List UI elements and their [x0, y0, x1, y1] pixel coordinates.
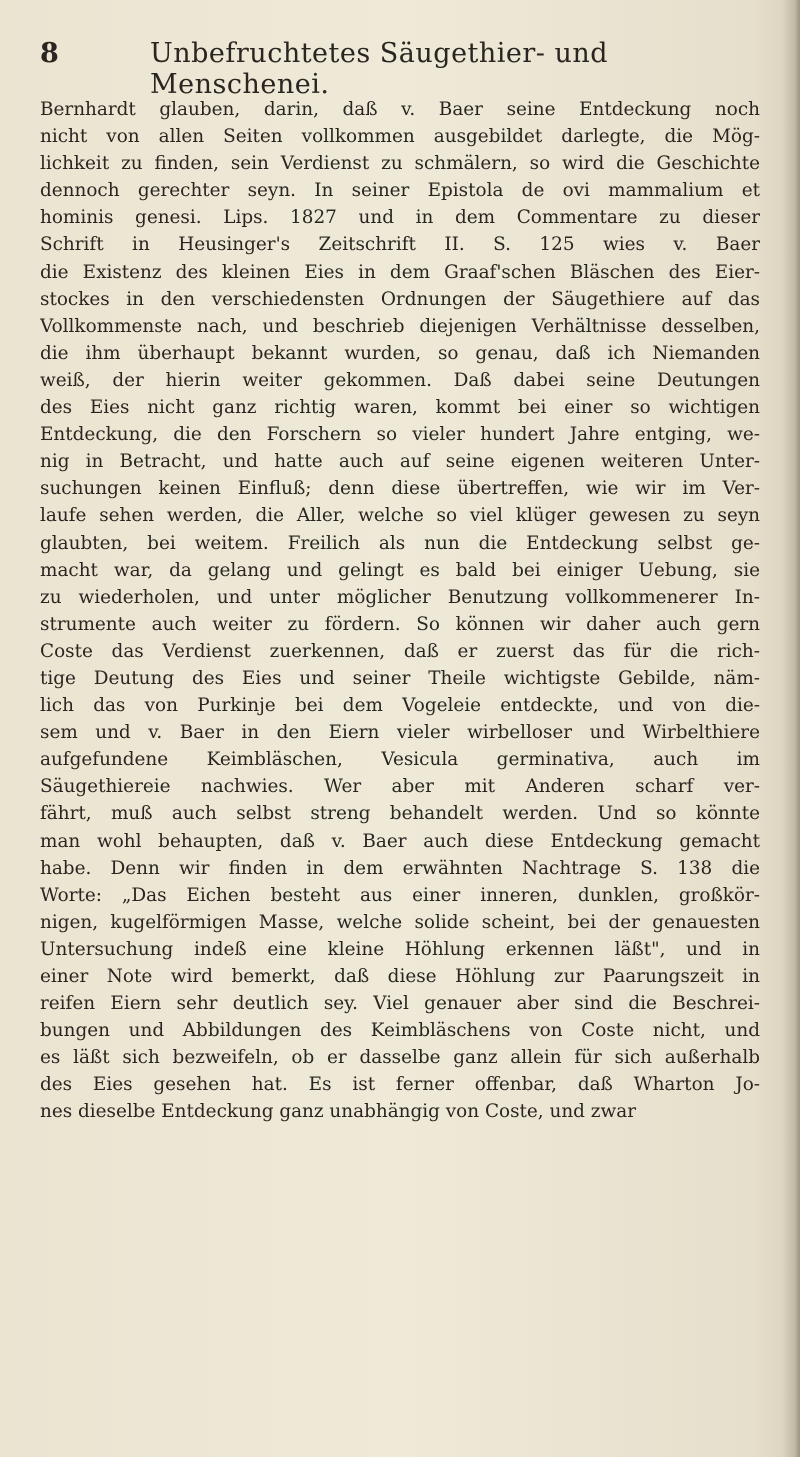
text-line: lichkeit zu finden, sein Verdienst zu schmälern, so wird die Geschichte [40, 153, 760, 175]
text-line: lich das von Purkinje bei dem Vogeleie entdeckte, und von die- [40, 695, 760, 717]
text-line: fährt, muß auch selbst streng behandelt werden. Und so könnte [40, 803, 760, 825]
text-line: weiß, der hierin weiter gekommen. Daß dabei seine Deutungen [40, 369, 760, 391]
page-edge-shadow [782, 0, 800, 1457]
text-line: bungen und Abbildungen des Keimbläschens von Coste nicht, und [40, 1020, 760, 1042]
text-line: habe. Denn wir finden in dem erwähnten Nachtrage S. 138 die [40, 857, 760, 879]
page-number: 8 [40, 38, 59, 69]
text-line: Vollkommenste nach, und beschrieb diejenigen Verhältnisse desselben, [40, 315, 760, 337]
text-line: Säugethiereie nachwies. Wer aber mit Anderen scharf ver- [40, 776, 760, 798]
text-line: nicht von allen Seiten vollkommen ausgebildet darlegte, die Mög- [40, 126, 760, 148]
text-line: Coste das Verdienst zuerkennen, daß er zuerst das für die rich- [40, 640, 760, 662]
text-line: hominis genesi. Lips. 1827 und in dem Commentare zu dieser [40, 207, 760, 229]
text-line: Worte: „Das Eichen besteht aus einer inneren, dunklen, großkör- [40, 884, 760, 906]
text-line: laufe sehen werden, die Aller, welche so viel klüger gewesen zu seyn [40, 505, 760, 527]
text-line: macht war, da gelang und gelingt es bald bei einiger Uebung, sie [40, 559, 760, 581]
text-line: es läßt sich bezweifeln, ob er dasselbe ganz allein für sich außerhalb [40, 1047, 760, 1069]
text-line: stockes in den verschiedensten Ordnungen der Säugethiere auf das [40, 288, 760, 310]
text-line: die Existenz des kleinen Eies in dem Graaf'schen Bläschen des Eier- [40, 261, 760, 283]
page-header [40, 38, 760, 100]
text-line: Schrift in Heusinger's Zeitschrift II. S. 125 wies v. Baer [40, 234, 760, 256]
text-line: nig in Betracht, und hatte auch auf seine eigenen weiteren Unter- [40, 451, 760, 473]
text-line: zu wiederholen, und unter möglicher Benutzung vollkommenerer In- [40, 586, 760, 608]
text-line: reifen Eiern sehr deutlich sey. Viel genauer aber sind die Beschrei- [40, 993, 760, 1015]
text-line: des Eies gesehen hat. Es ist ferner offenbar, daß Wharton Jo- [40, 1074, 760, 1096]
text-line: strumente auch weiter zu fördern. So können wir daher auch gern [40, 613, 760, 635]
text-line: man wohl behaupten, daß v. Baer auch diese Entdeckung gemacht [40, 830, 760, 852]
text-line: Entdeckung, die den Forschern so vieler hundert Jahre entging, we- [40, 424, 760, 446]
text-line: nigen, kugelförmigen Masse, welche solide scheint, bei der genauesten [40, 911, 760, 933]
text-line: Bernhardt glauben, darin, daß v. Baer seine Entdeckung noch [40, 99, 760, 120]
running-title: Unbefruchtetes Säugethier- und Menschenei. [150, 38, 609, 100]
text-line: einer Note wird bemerkt, daß diese Höhlung zur Paarungszeit in [40, 966, 760, 987]
text-line: Untersuchung indeß eine kleine Höhlung erkennen läßt", und in [40, 938, 760, 960]
text-line: suchungen keinen Einfluß; denn diese übertreffen, wie wir im Ver- [40, 478, 760, 500]
text-line: aufgefundene Keimbläschen, Vesicula germinativa, auch im [40, 749, 760, 771]
body-text [40, 96, 760, 1126]
text-line: dennoch gerechter seyn. In seiner Epistola de ovi mammalium et [40, 180, 760, 202]
text-line: die ihm überhaupt bekannt wurden, so genau, daß ich Niemanden [40, 342, 760, 364]
text-line: tige Deutung des Eies und seiner Theile wichtigste Gebilde, näm- [40, 667, 760, 689]
text-line: nes dieselbe Entdeckung ganz unabhängig von Coste, und zwar [40, 1101, 636, 1123]
text-line: sem und v. Baer in den Eiern vieler wirbelloser und Wirbelthiere [40, 722, 760, 744]
text-line: des Eies nicht ganz richtig waren, kommt bei einer so wichtigen [40, 397, 760, 419]
text-line: glaubten, bei weitem. Freilich als nun die Entdeckung selbst ge- [40, 532, 760, 554]
